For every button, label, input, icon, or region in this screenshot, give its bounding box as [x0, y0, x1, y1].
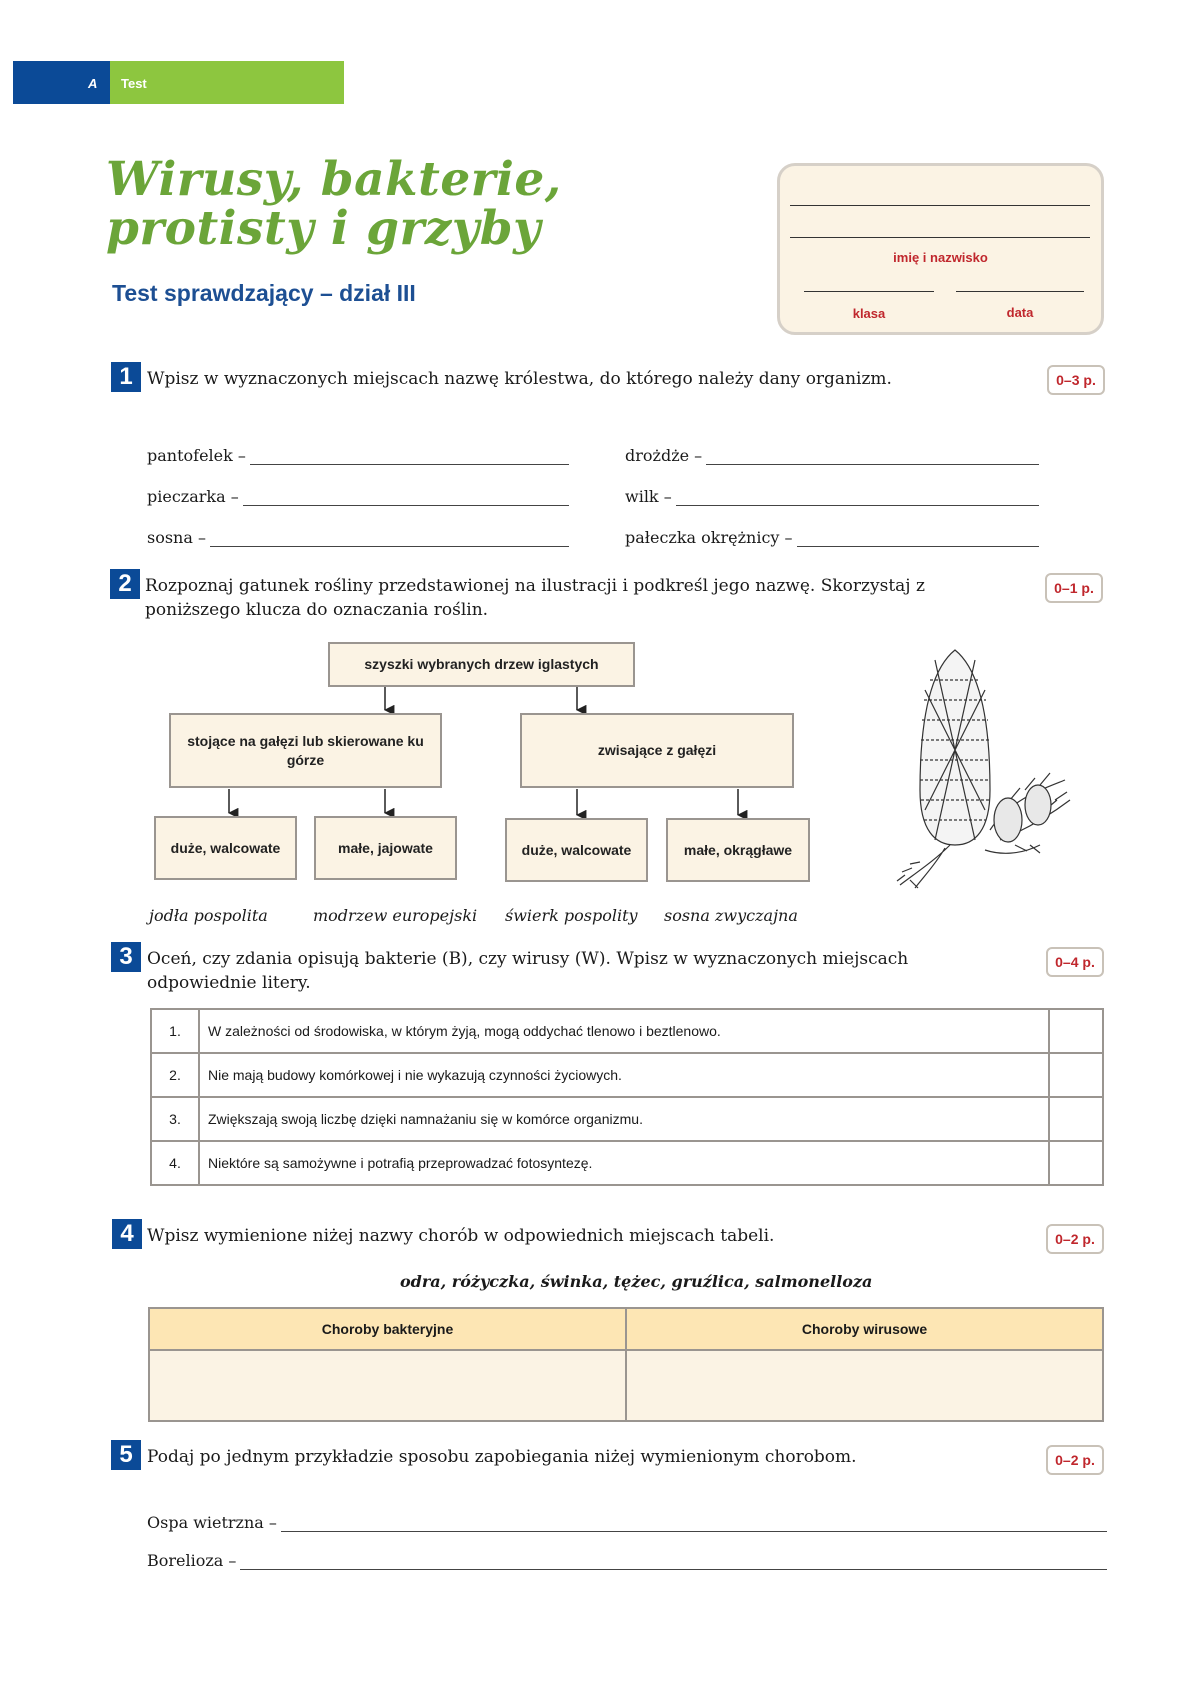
table-header-row: [149, 1308, 1103, 1350]
question-5-points: 0–2 p.: [1046, 1445, 1104, 1475]
table-row: [151, 1097, 1103, 1141]
question-5-number: 5: [111, 1440, 141, 1470]
species-option-4[interactable]: sosna zwyczajna: [664, 906, 798, 925]
q3-table: [150, 1008, 1104, 1186]
table-row: [149, 1350, 1103, 1421]
pine-cone-illustration: [890, 640, 1080, 890]
q3-row-num: 3.: [151, 1097, 199, 1141]
key-root-box: szyszki wybranych drzew iglastych: [328, 642, 635, 687]
species-option-2[interactable]: modrzew europejski: [313, 906, 478, 925]
question-3-text: Oceń, czy zdania opisują bakterie (B), czy wirusy (W). Wpisz w wyznaczonych miejscach odpowiednie litery.: [147, 949, 909, 993]
q3-row-num: 2.: [151, 1053, 199, 1097]
key-leaf-2: małe, jajowate: [314, 816, 457, 880]
q1-right-item-1: drożdże –: [625, 446, 703, 465]
q3-answer-cell[interactable]: [1049, 1009, 1103, 1053]
q3-row-text: Nie mają budowy komórkowej i nie wykazują czynności życiowych.: [199, 1053, 1049, 1097]
key-leaf-3: duże, walcowate: [505, 818, 648, 882]
question-2-text: Rozpoznaj gatunek rośliny przedstawionej na ilustracji i podkreśl jego nazwę. Skorzystaj z poniższego klucza do oznaczania roślin.: [145, 576, 925, 620]
page-letter: A: [88, 76, 98, 91]
page-subtitle: Test sprawdzający – dział III: [112, 280, 416, 306]
key-right-box: zwisające z gałęzi: [520, 713, 794, 788]
species-option-3[interactable]: świerk pospolity: [505, 906, 638, 925]
q5-answers: [147, 1490, 1107, 1570]
q3-row-num: 1.: [151, 1009, 199, 1053]
q1-right-item-2: wilk –: [625, 487, 672, 506]
class-label: klasa: [852, 306, 886, 321]
q3-row-text: Zwiększają swoją liczbę dzięki namnażaniu się w komórce organizmu.: [199, 1097, 1049, 1141]
q1-right-item-3: pałeczka okrężnicy –: [625, 528, 793, 547]
q5-item-1: Ospa wietrzna –: [147, 1513, 277, 1532]
question-2-points: 0–1 p.: [1045, 573, 1103, 603]
table-row: [151, 1141, 1103, 1185]
q3-row-num: 4.: [151, 1141, 199, 1185]
q5-item-2: Borelioza –: [147, 1551, 237, 1570]
q1-left-item-3: sosna –: [147, 528, 206, 547]
question-5-text: Podaj po jednym przykładzie sposobu zapobiegania niżej wymienionym chorobom.: [147, 1447, 857, 1467]
key-leaf-4: małe, okrągławe: [666, 818, 810, 882]
question-1-text: Wpisz w wyznaczonych miejscach nazwę królestwa, do którego należy dany organizm.: [147, 369, 892, 389]
section-label: Test: [121, 76, 147, 91]
species-option-1[interactable]: jodła pospolita: [149, 906, 268, 925]
q4-table: [148, 1307, 1104, 1422]
question-2-number: 2: [110, 569, 140, 599]
title-line-2: protisty i grzyby: [106, 201, 541, 256]
q1-left-item-1: pantofelek –: [147, 446, 246, 465]
col-bacterial-diseases: Choroby bakteryjne: [149, 1308, 626, 1350]
name-label: imię i nazwisko: [893, 250, 988, 265]
title-line-1: Wirusy, bakterie,: [106, 152, 562, 207]
question-1-number: 1: [111, 362, 141, 392]
question-4-text: Wpisz wymienione niżej nazwy chorób w odpowiednich miejscach tabeli.: [147, 1226, 775, 1246]
q5-answer-row[interactable]: [147, 1490, 1107, 1532]
table-row: [151, 1053, 1103, 1097]
question-4-number: 4: [112, 1219, 142, 1249]
q3-row-text: Niektóre są samożywne i potrafią przeprowadzać fotosyntezę.: [199, 1141, 1049, 1185]
q3-answer-cell[interactable]: [1049, 1097, 1103, 1141]
q3-answer-cell[interactable]: [1049, 1141, 1103, 1185]
question-4-points: 0–2 p.: [1046, 1224, 1104, 1254]
question-1-points: 0–3 p.: [1047, 365, 1105, 395]
q5-answer-row[interactable]: [147, 1532, 1107, 1570]
q3-answer-cell[interactable]: [1049, 1053, 1103, 1097]
question-3-points: 0–4 p.: [1046, 947, 1104, 977]
key-leaf-1: duże, walcowate: [154, 816, 297, 880]
table-row: [151, 1009, 1103, 1053]
viral-answer-cell[interactable]: [626, 1350, 1103, 1421]
key-left-box: stojące na gałęzi lub skierowane ku górze: [169, 713, 442, 788]
q1-left-item-2: pieczarka –: [147, 487, 239, 506]
date-label: data: [1006, 305, 1034, 320]
disease-list: odra, różyczka, świnka, tężec, gruźlica, salmonelloza: [400, 1272, 873, 1291]
bacterial-answer-cell[interactable]: [149, 1350, 626, 1421]
question-3-number: 3: [111, 942, 141, 972]
q3-row-text: W zależności od środowiska, w którym żyją, mogą oddychać tlenowo i beztlenowo.: [199, 1009, 1049, 1053]
col-viral-diseases: Choroby wirusowe: [626, 1308, 1103, 1350]
